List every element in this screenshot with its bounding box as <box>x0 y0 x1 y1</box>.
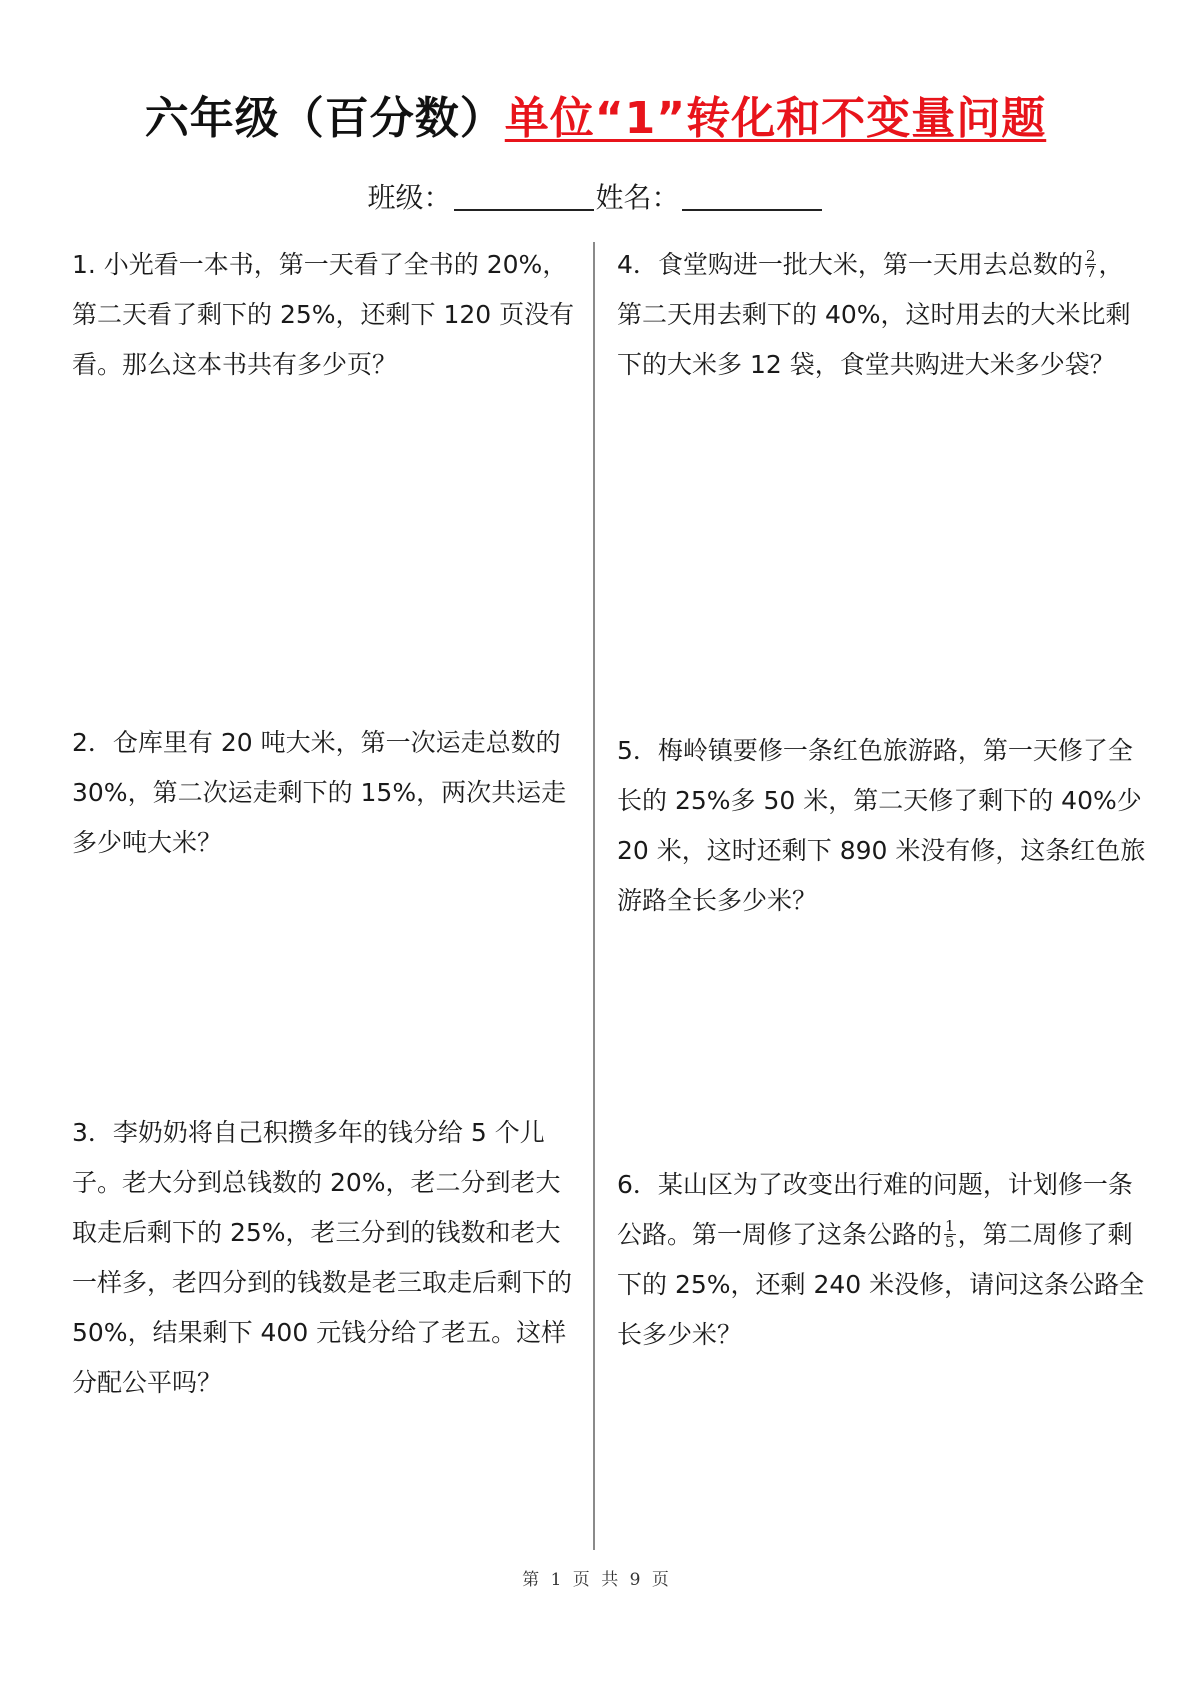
question-2 <box>72 718 584 868</box>
question-3 <box>72 1108 584 1408</box>
question-4 <box>617 240 1147 390</box>
fraction <box>1085 246 1097 281</box>
fraction-denominator: 7 <box>1085 262 1096 281</box>
question-text: ，第二天用去剩下的 40%，这时用去的大米比剩下的大米多 12 袋，食堂共购进大米多少袋？ <box>617 250 1131 379</box>
class-label: 班级： <box>367 181 452 214</box>
question-text: 6．某山区为了改变出行难的问题，计划修一条公路。第一周修了这条公路的 <box>617 1170 1133 1249</box>
page-number-footer: 第 1 页 共 9 页 <box>522 1570 669 1590</box>
question-text: 3．李奶奶将自己积攒多年的钱分给 5 个儿子。老大分到总钱数的 20%，老二分到老大取走后剩下的 25%，老三分到的钱数和老大一样多，老四分到的钱数是老三取走后剩下的 50%，结果剩下 400 元钱分给了老五。这样分配公平吗？ <box>72 1118 573 1397</box>
question-text: 4．食堂购进一批大米，第一天用去总数的 <box>617 250 1083 279</box>
fraction-numerator: 2 <box>1085 246 1096 265</box>
fraction <box>944 1216 956 1251</box>
fraction-numerator: 1 <box>945 1216 955 1235</box>
question-text: ，第二周修了剩下的 25%，还剩 240 米没修，请问这条公路全长多少米？ <box>617 1220 1145 1349</box>
name-blank-field[interactable] <box>682 181 822 211</box>
title-topic: 单位“1”转化和不变量问题 <box>504 93 1047 144</box>
student-info-row <box>0 176 1191 216</box>
question-text: 2．仓库里有 20 吨大米，第一次运走总数的 30%，第二次运走剩下的 15%，两次共运走多少吨大米？ <box>72 728 567 857</box>
question-text: 5．梅岭镇要修一条红色旅游路，第一天修了全长的 25%多 50 米，第二天修了剩下的 40%少 20 米，这时还剩下 890 米没有修，这条红色旅游路全长多少米？ <box>617 736 1146 915</box>
page-title <box>0 82 1191 146</box>
question-5 <box>617 726 1147 926</box>
fraction-denominator: 5 <box>945 1232 955 1251</box>
question-text: 1. 小光看一本书，第一天看了全书的 20%，第二天看了剩下的 25%，还剩下 120 页没有看。那么这本书共有多少页？ <box>72 250 575 379</box>
column-divider <box>593 242 595 1550</box>
question-1 <box>72 240 584 390</box>
question-6 <box>617 1160 1147 1360</box>
title-grade: 六年级（百分数） <box>144 93 505 144</box>
name-label: 姓名： <box>595 181 680 214</box>
class-blank-field[interactable] <box>454 181 594 211</box>
